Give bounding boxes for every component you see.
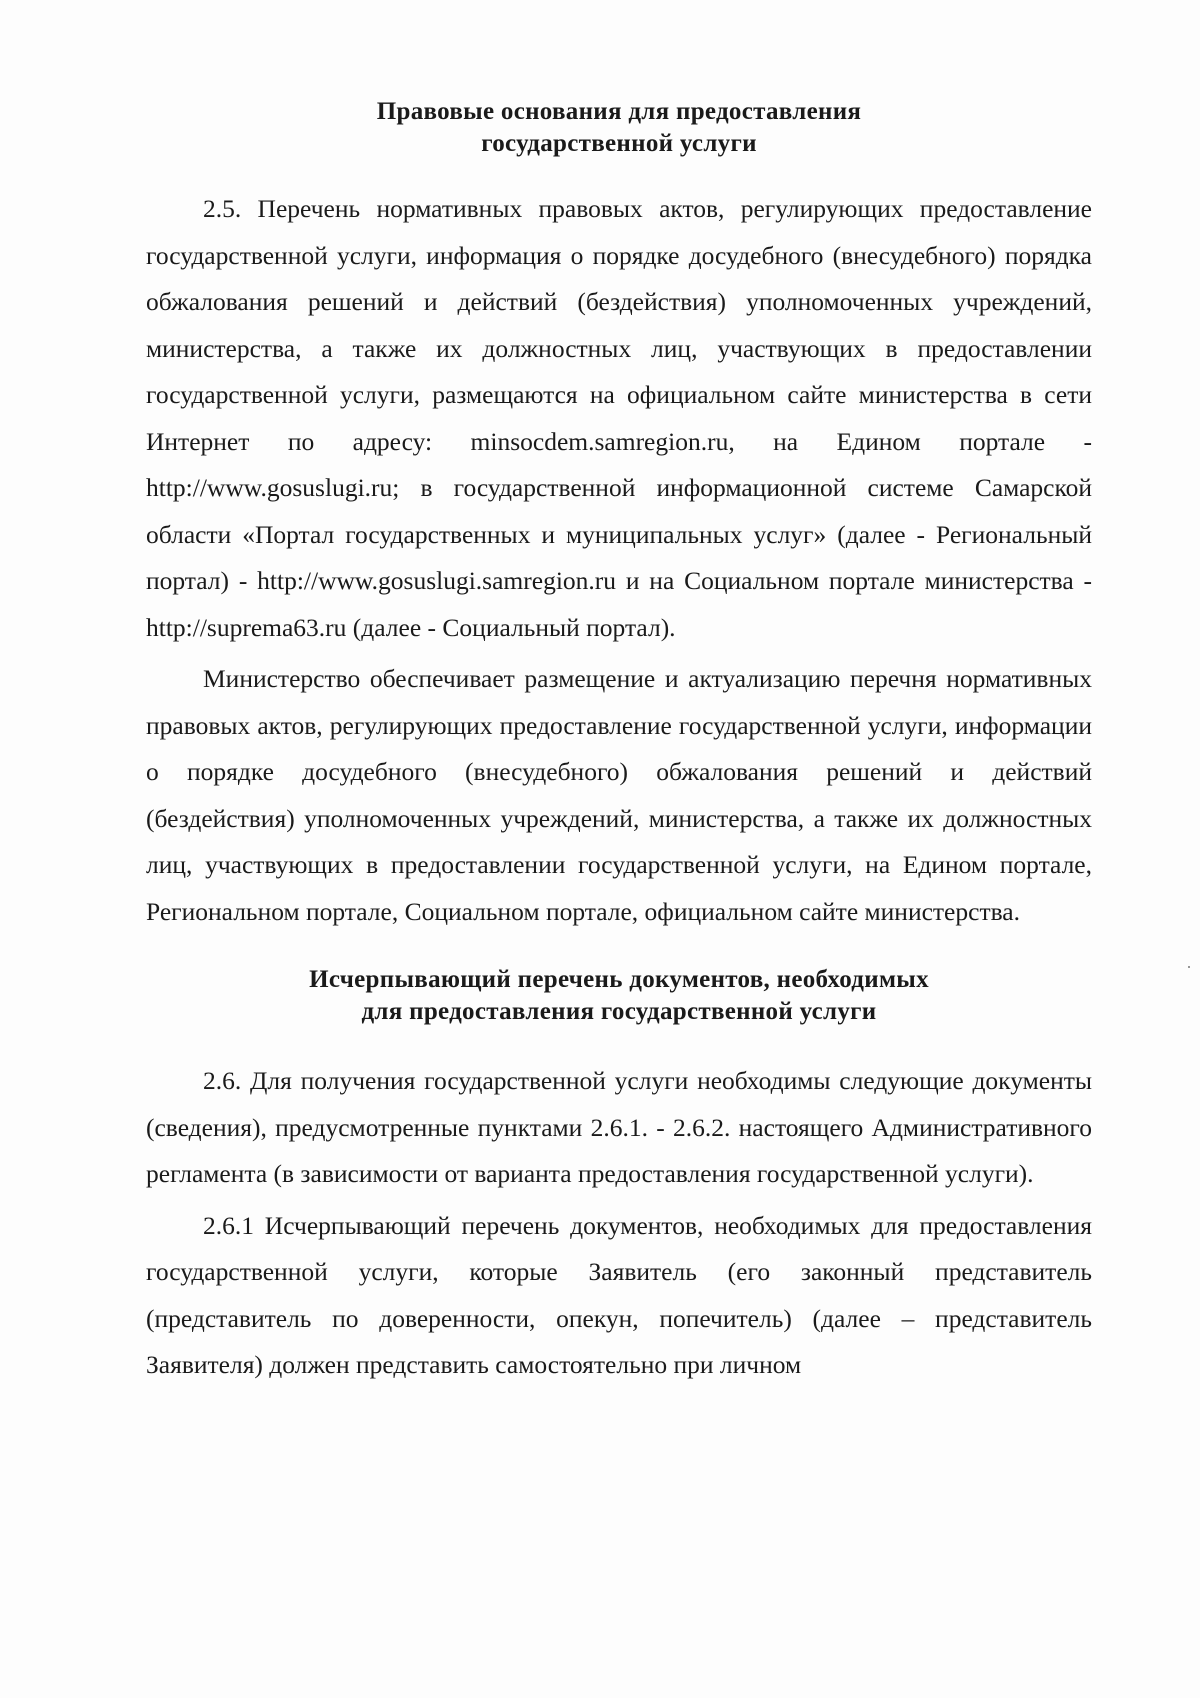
heading-line: Правовые основания для предоставления	[376, 98, 862, 125]
section-heading-document-list	[146, 964, 1092, 1028]
paragraph-2-6: 2.6. Для получения государственной услуги необходимы следующие документы (сведения), предусмотренные пунктами 2.6.1. - 2.6.2. настоящего Административного регламента (в зависимости от варианта предоставления государственной услуги).	[146, 1066, 1092, 1188]
heading-line: государственной услуги	[481, 130, 757, 157]
paragraph-2-6-1: 2.6.1 Исчерпывающий перечень документов, необходимых для предоставления государственной услуги, которые Заявитель (его законный представитель (представитель по доверенности, опекун, попечитель) (далее – представитель Заявителя) должен представить самостоятельно при личном	[146, 1210, 1092, 1379]
paragraph-ministry-publication: Министерство обеспечивает размещение и актуализацию перечня нормативных правовых актов, регулирующих предоставление государственной услуги, информации о порядке досудебного (внесудебного) обжалования решений и действий (бездействия) уполномоченных учреждений, министерства, а также их должностных лиц, участвующих в предоставлении государственной услуги, на Едином портале, Региональном портале, Социальном портале, официальном сайте министерства.	[146, 664, 1092, 926]
heading-line: Исчерпывающий перечень документов, необходимых	[309, 966, 929, 993]
document-content	[146, 96, 1092, 1389]
paragraph-2-5: 2.5. Перечень нормативных правовых актов, регулирующих предоставление государственной услуги, информация о порядке досудебного (внесудебного) порядка обжалования решений и действий (бездействия) уполномоченных учреждений, министерства, а также их должностных лиц, участвующих в предоставлении государственной услуги, размещаются на официальном сайте министерства в сети Интернет по адресу: minsocdem.samregion.ru, на Едином портале - http://www.gosuslugi.ru; в государственной информационной системе Самарской области «Портал государственных и муниципальных услуг» (далее - Региональный портал) - http://www.gosuslugi.samregion.ru и на Социальном портале министерства - http://suprema63.ru (далее - Социальный портал).	[146, 194, 1092, 642]
scan-speck	[1188, 966, 1190, 968]
section-heading-legal-grounds	[146, 96, 1092, 160]
heading-line: для предоставления государственной услуги	[361, 998, 877, 1025]
